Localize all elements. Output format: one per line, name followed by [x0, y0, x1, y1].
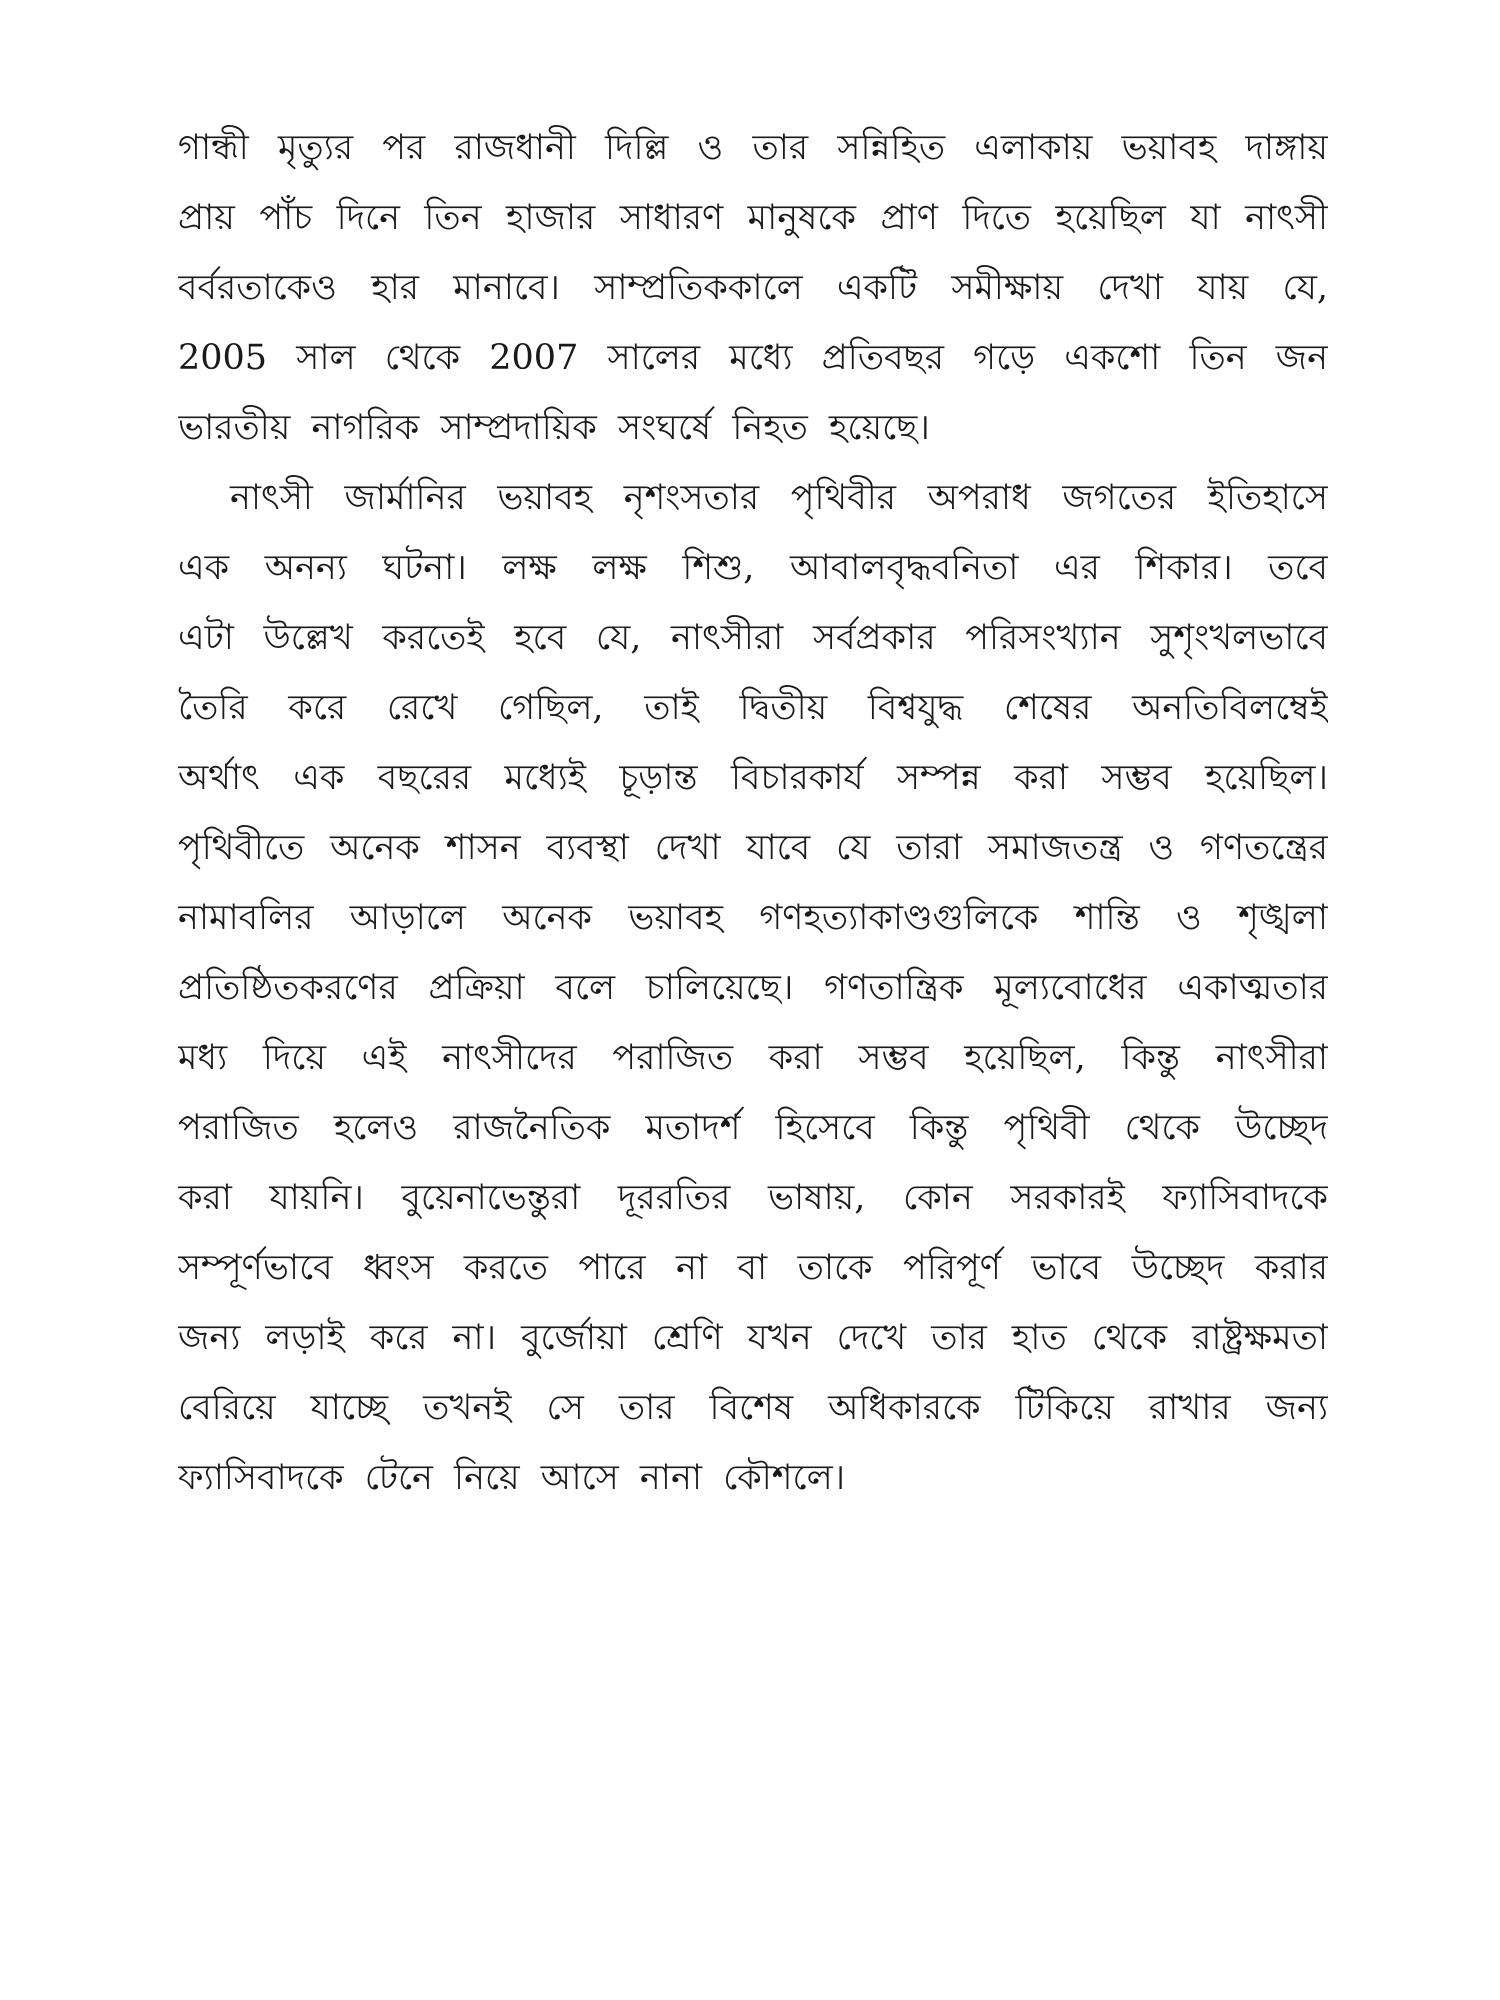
text-line: তৈরি করে রেখে গেছিল, তাই দ্বিতীয় বিশ্বযুদ্ধ শেষের অনতিবিলম্বেই — [178, 688, 1328, 728]
paragraph-end-line: ভারতীয় নাগরিক সাম্প্রদায়িক সংঘর্ষে নিহত হয়েছে। — [178, 408, 930, 448]
text-line: মধ্য দিয়ে এই নাৎসীদের পরাজিত করা সম্ভব হয়েছিল, কিন্তু নাৎসীরা — [178, 1038, 1328, 1078]
paragraph-first-line: নাৎসী জার্মানির ভয়াবহ নৃশংসতার পৃথিবীর অপরাধ জগতের ইতিহাসে — [230, 478, 1328, 518]
text-line: গান্ধী মৃত্যুর পর রাজধানী দিল্লি ও তার সন্নিহিত এলাকায় ভয়াবহ দাঙ্গায় — [178, 128, 1328, 168]
text-line: অর্থাৎ এক বছরের মধ্যেই চূড়ান্ত বিচারকার্য সম্পন্ন করা সম্ভব হয়েছিল। — [178, 758, 1328, 798]
text-line: এক অনন্য ঘটনা। লক্ষ লক্ষ শিশু, আবালবৃদ্ধবনিতা এর শিকার। তবে — [178, 548, 1328, 588]
text-line: নামাবলির আড়ালে অনেক ভয়াবহ গণহত্যাকাণ্ডগুলিকে শান্তি ও শৃঙ্খলা — [178, 898, 1328, 938]
text-line: জন্য লড়াই করে না। বুর্জোয়া শ্রেণি যখন দেখে তার হাত থেকে রাষ্ট্রক্ষমতা — [178, 1318, 1328, 1358]
text-line: প্রায় পাঁচ দিনে তিন হাজার সাধারণ মানুষকে প্রাণ দিতে হয়েছিল যা নাৎসী — [178, 198, 1328, 238]
text-line: সম্পূর্ণভাবে ধ্বংস করতে পারে না বা তাকে পরিপূর্ণ ভাবে উচ্ছেদ করার — [178, 1248, 1328, 1288]
text-line: 2005 সাল থেকে 2007 সালের মধ্যে প্রতিবছর গড়ে একশো তিন জন — [178, 338, 1328, 378]
text-line: করা যায়নি। বুয়েনাভেন্তুরা দূররতির ভাষায়, কোন সরকারই ফ্যাসিবাদকে — [178, 1178, 1328, 1218]
body-text — [178, 113, 1328, 1513]
text-line: বেরিয়ে যাচ্ছে তখনই সে তার বিশেষ অধিকারকে টিকিয়ে রাখার জন্য — [178, 1388, 1328, 1428]
text-line: পৃথিবীতে অনেক শাসন ব্যবস্থা দেখা যাবে যে তারা সমাজতন্ত্র ও গণতন্ত্রের — [178, 828, 1328, 868]
text-line: পরাজিত হলেও রাজনৈতিক মতাদর্শ হিসেবে কিন্তু পৃথিবী থেকে উচ্ছেদ — [178, 1108, 1328, 1148]
text-line: বর্বরতাকেও হার মানাবে। সাম্প্রতিককালে একটি সমীক্ষায় দেখা যায় যে, — [178, 268, 1328, 308]
text-line: এটা উল্লেখ করতেই হবে যে, নাৎসীরা সর্বপ্রকার পরিসংখ্যান সুশৃংখলভাবে — [178, 618, 1328, 658]
text-line: প্রতিষ্ঠিতকরণের প্রক্রিয়া বলে চালিয়েছে। গণতান্ত্রিক মূল্যবোধের একাত্মতার — [178, 968, 1328, 1008]
paragraph-end-line: ফ্যাসিবাদকে টেনে নিয়ে আসে নানা কৌশলে। — [178, 1458, 846, 1498]
